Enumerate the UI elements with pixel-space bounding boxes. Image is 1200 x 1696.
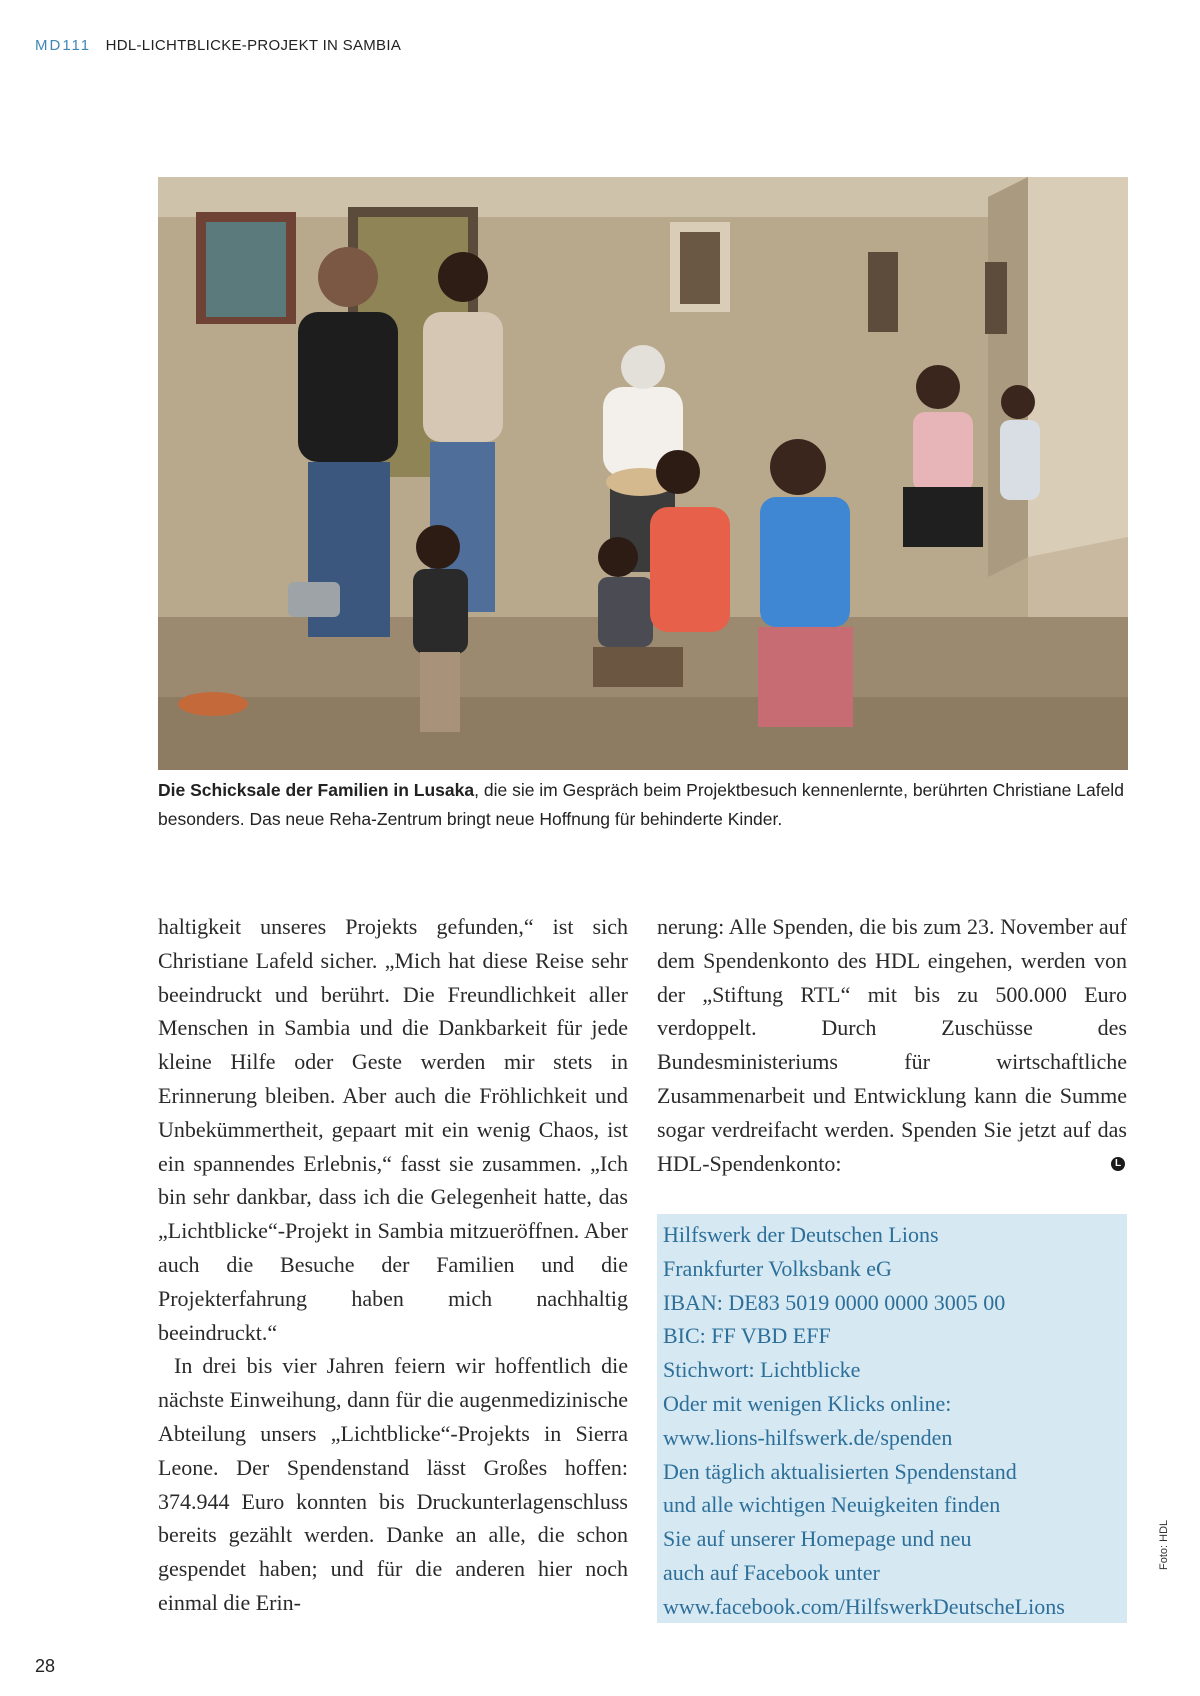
- donation-iban: IBAN: DE83 5019 0000 0000 3005 00: [663, 1289, 1006, 1315]
- lions-end-mark-icon: L: [1111, 1157, 1125, 1171]
- photo-credit: Foto: HDL: [1158, 1519, 1170, 1570]
- donation-line: Den täglich aktualisierten Spendenstand: [663, 1458, 1017, 1484]
- donation-line: Oder mit wenigen Klicks online:: [663, 1390, 952, 1416]
- page-number: 28: [35, 1656, 56, 1676]
- donation-bic: BIC: FF VBD EFF: [663, 1323, 831, 1349]
- article-paragraph-text: nerung: Alle Spenden, die bis zum 23. November auf dem Spendenkonto des HDL eingehen, werden von der „Stiftung RTL“ mit bis zu 500.000 Euro verdoppelt. Durch Zuschüsse des Bundesministeriums für wirtschaftliche Zusammenarbeit und Entwicklung kann die Summe sogar verdreifacht werden. Spenden Sie jetzt auf das HDL-Spendenkonto:: [657, 914, 1127, 1176]
- donation-link[interactable]: www.lions-hilfswerk.de/spenden: [663, 1424, 953, 1450]
- header-code: MD111: [35, 37, 92, 54]
- article-column-left: [158, 910, 628, 1620]
- article-paragraph: In drei bis vier Jahren feiern wir hoffentlich die nächste Einweihung, dann für die augenmedizinische Abteilung unsers „Lichtblicke“-Projekts in Sierra Leone. Der Spendenstand lässt Großes hoffen: 374.944 Euro konnten bis Druckunterlagenschluss bereits gezählt werden. Danke an alle, die schon gespendet haben; und für die anderen hier noch einmal die Erin-: [158, 1353, 628, 1615]
- donation-keyword: Stichwort: Lichtblicke: [663, 1357, 861, 1383]
- header-title: HDL-LICHTBLICKE-PROJEKT IN SAMBIA: [105, 37, 402, 54]
- article-paragraph: [657, 910, 1127, 1180]
- donation-line: Hilfswerk der Deutschen Lions: [663, 1222, 939, 1247]
- article-paragraph: haltigkeit unseres Projekts gefunden,“ ist sich Christiane Lafeld sicher. „Mich hat diese Reise sehr beeindruckt und berührt. Die Freundlichkeit aller Menschen in Sambia und die Dankbarkeit für jede kleine Hilfe oder Geste werden mir stets in Erinnerung bleiben. Aber auch die Fröhlichkeit und Unbekümmertheit, gepaart mit ein wenig Chaos, ist ein spannendes Erlebnis,“ fasst sie zusammen. „Ich bin sehr dankbar, dass ich die Gelegenheit hatte, das „Lichtblicke“-Projekt in Sambia mitzueröffnen. Aber auch die Besuche der Familien und die Projekterfahrung haben mich nachhaltig beeindruckt.“: [158, 914, 628, 1345]
- donation-line: auch auf Facebook unter: [663, 1559, 880, 1585]
- donation-line: und alle wichtigen Neuigkeiten finden: [663, 1492, 1001, 1518]
- photo-lusaka-families: [158, 177, 1128, 770]
- caption-text: , die sie im Gespräch beim Projektbesuch kennenlernte, berührten Christiane Lafeld besonders. Das neue Reha-Zentrum bringt neue Hoffnung für behinderte Kinder.: [158, 780, 1124, 829]
- article-column-right: [657, 910, 1127, 1180]
- donation-line: Frankfurter Volksbank eG: [663, 1255, 892, 1281]
- running-header: [35, 37, 401, 54]
- photo-caption: [158, 776, 1133, 834]
- donation-info-box: [657, 1214, 1127, 1623]
- facebook-link[interactable]: www.facebook.com/HilfswerkDeutscheLions: [663, 1593, 1065, 1619]
- caption-lead: Die Schicksale der Familien in Lusaka: [158, 780, 475, 800]
- donation-line: Sie auf unserer Homepage und neu: [663, 1526, 972, 1552]
